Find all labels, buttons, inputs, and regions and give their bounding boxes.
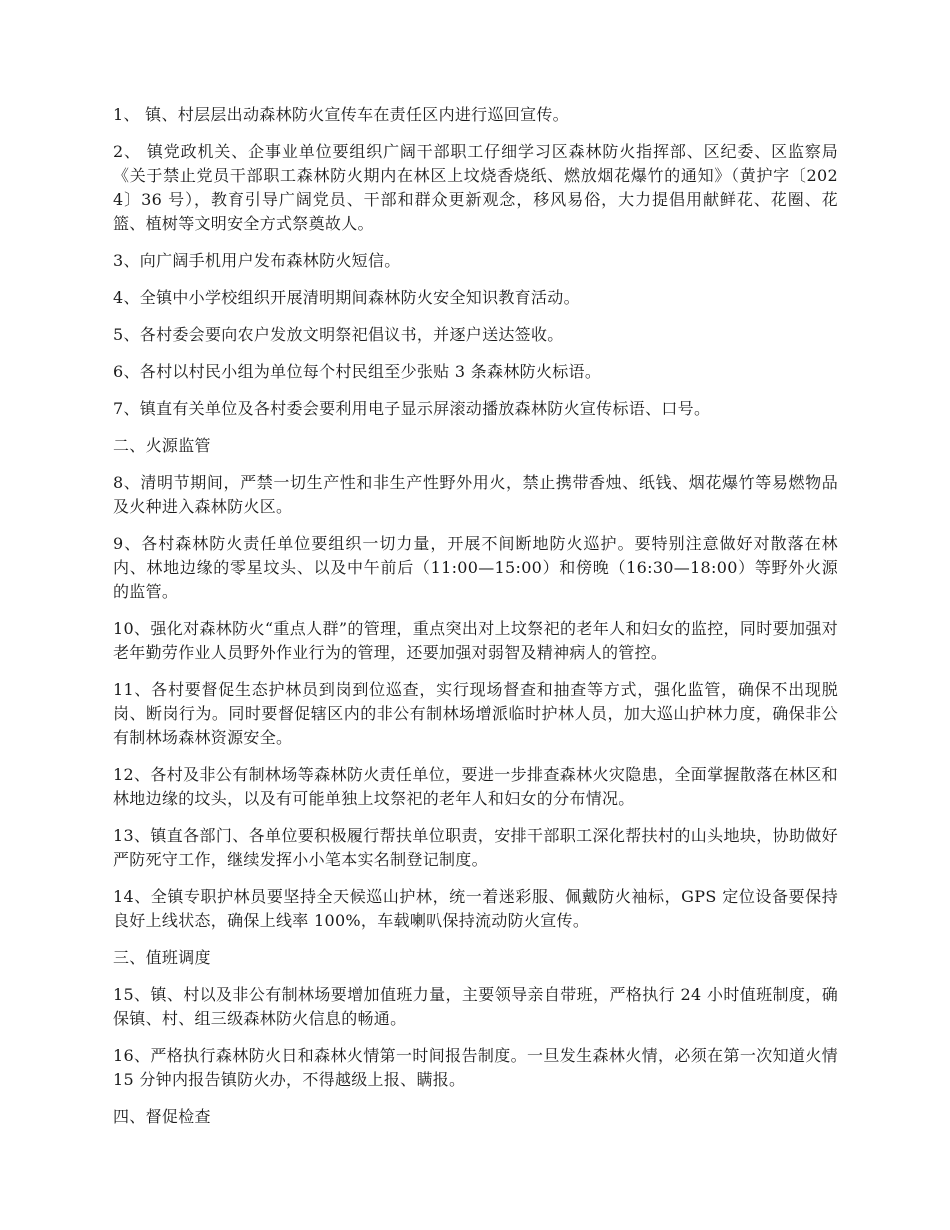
paragraph-item-14: 14、全镇专职护林员要坚持全天候巡山护林，统一着迷彩服、佩戴防火袖标，GPS 定位设备要保持良好上线状态，确保上线率 100%，车载喇叭保持流动防火宣传。 [113, 887, 838, 930]
section-heading-inspection: 四、督促检查 [113, 1107, 211, 1126]
paragraph-item-1: 1、 镇、村层层出动森林防火宣传车在责任区内进行巡回宣传。 [113, 105, 569, 124]
paragraph-item-3: 3、向广阔手机用户发布森林防火短信。 [113, 251, 401, 270]
paragraph-item-9: 9、各村森林防火责任单位要组织一切力量，开展不间断地防火巡护。要特别注意做好对散落在林内、林地边缘的零星坟头、以及中午前后（11:00—15:00）和傍晚（16:30—18:00）等野外火源的监管。 [113, 534, 838, 601]
paragraph-item-5: 5、各村委会要向农户发放文明祭祀倡议书，并逐户送达签收。 [113, 325, 564, 344]
paragraph-item-16: 16、严格执行森林防火日和森林火情第一时间报告制度。一旦发生森林火情，必须在第一次知道火情 15 分钟内报告镇防火办，不得越级上报、瞒报。 [113, 1046, 838, 1089]
document-body [113, 103, 838, 1142]
paragraph-item-6: 6、各村以村民小组为单位每个村民组至少张贴 3 条森林防火标语。 [113, 362, 602, 381]
paragraph-item-10: 10、强化对森林防火“重点人群”的管理，重点突出对上坟祭祀的老年人和妇女的监控，同时要加强对老年勤劳作业人员野外作业行为的管理，还要加强对弱智及精神病人的管控。 [113, 619, 838, 662]
section-heading-duty: 三、值班调度 [113, 948, 211, 967]
paragraph-item-13: 13、镇直各部门、各单位要积极履行帮扶单位职责，安排干部职工深化帮扶村的山头地块，协助做好严防死守工作，继续发挥小小笔本实名制登记制度。 [113, 826, 838, 869]
paragraph-item-2: 2、 镇党政机关、企事业单位要组织广阔干部职工仔细学习区森林防火指挥部、区纪委、区监察局《关于禁止党员干部职工森林防火期内在林区上坟烧香烧纸、燃放烟花爆竹的通知》（黄护字〔2024〕36 号），教育引导广阔党员、干部和群众更新观念，移风易俗，大力提倡用献鲜花、花圈、花篮、植树等文明安全方式祭奠故人。 [113, 142, 838, 233]
paragraph-item-8: 8、清明节期间，严禁一切生产性和非生产性野外用火，禁止携带香烛、纸钱、烟花爆竹等易燃物品及火种进入森林防火区。 [113, 473, 838, 516]
paragraph-item-4: 4、全镇中小学校组织开展清明期间森林防火安全知识教育活动。 [113, 288, 580, 307]
paragraph-item-11: 11、各村要督促生态护林员到岗到位巡查，实行现场督查和抽查等方式，强化监管，确保不出现脱岗、断岗行为。同时要督促辖区内的非公有制林场增派临时护林人员，加大巡山护林力度，确保非公有制林场森林资源安全。 [113, 680, 838, 747]
paragraph-item-12: 12、各村及非公有制林场等森林防火责任单位，要进一步排查森林火灾隐患，全面掌握散落在林区和林地边缘的坟头，以及有可能单独上坟祭祀的老年人和妇女的分布情况。 [113, 765, 838, 808]
paragraph-item-15: 15、镇、村以及非公有制林场要增加值班力量，主要领导亲自带班，严格执行 24 小时值班制度，确保镇、村、组三级森林防火信息的畅通。 [113, 985, 838, 1028]
paragraph-item-7: 7、镇直有关单位及各村委会要利用电子显示屏滚动播放森林防火宣传标语、口号。 [113, 399, 711, 418]
section-heading-fire-source: 二、火源监管 [113, 436, 211, 455]
